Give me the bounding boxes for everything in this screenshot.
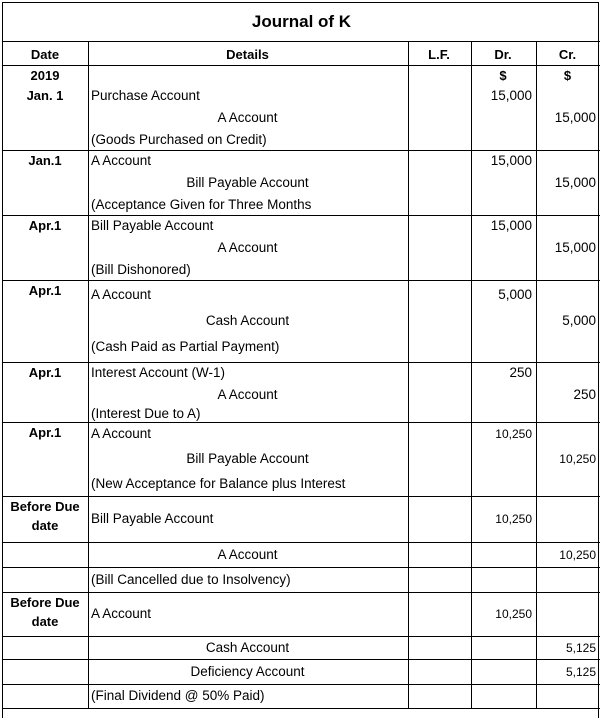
narration: (Interest Due to A) <box>91 405 201 421</box>
account-name: Deficiency Account <box>190 663 305 679</box>
account-name: A Account <box>217 240 278 255</box>
debit-amount: 10,250 <box>495 512 532 526</box>
entry-date-line1: Before Due <box>10 499 80 514</box>
account-name: A Account <box>217 110 278 125</box>
credit-amount: 5,125 <box>565 664 596 679</box>
account-name: Bill Payable Account <box>186 450 309 466</box>
debit-amount: 10,250 <box>495 607 532 621</box>
credit-amount: 15,000 <box>554 110 596 125</box>
credit-amount: 5,000 <box>562 313 596 328</box>
narration: (Goods Purchased on Credit) <box>91 131 267 147</box>
dr-currency: $ <box>499 68 507 83</box>
entry-date-line1: Before Due <box>10 595 80 610</box>
entry-date-line2: date <box>31 614 59 629</box>
entry-date: Jan.1 <box>28 153 62 168</box>
narration: (Cash Paid as Partial Payment) <box>91 339 280 354</box>
narration: (Acceptance Given for Three Months <box>91 196 312 212</box>
debit-amount: 5,000 <box>498 287 532 302</box>
journal-sheet <box>2 2 599 718</box>
account-name: A Account <box>91 606 152 621</box>
account-name: Bill Payable Account <box>91 218 214 233</box>
debit-amount: 15,000 <box>490 153 532 168</box>
row-divider <box>3 280 600 281</box>
page-title: Journal of K <box>251 12 352 31</box>
year-label: 2019 <box>30 68 60 83</box>
row-divider <box>3 636 600 637</box>
debit-amount: 10,250 <box>495 427 532 441</box>
row-divider <box>3 41 600 42</box>
entry-date: Apr.1 <box>28 425 62 440</box>
credit-amount: 10,250 <box>559 451 596 466</box>
account-name: A Account <box>217 546 278 562</box>
header-dr: Dr. <box>494 47 512 62</box>
column-divider <box>408 41 409 708</box>
row-divider <box>3 542 600 543</box>
row-divider <box>3 659 600 660</box>
entry-date: Apr.1 <box>28 365 62 380</box>
column-divider <box>88 41 89 708</box>
credit-amount: 5,125 <box>565 640 596 655</box>
row-divider <box>3 592 600 593</box>
entry-date: Apr.1 <box>28 218 62 233</box>
entry-date: Apr.1 <box>28 283 62 298</box>
account-name: Purchase Account <box>91 88 200 103</box>
account-name: Interest Account (W-1) <box>91 365 226 380</box>
credit-amount: 15,000 <box>554 175 596 190</box>
account-name: Cash Account <box>205 639 290 655</box>
account-name: Bill Payable Account <box>186 175 309 190</box>
row-divider <box>3 496 600 497</box>
debit-amount: 250 <box>509 365 532 380</box>
debit-amount: 15,000 <box>490 88 532 103</box>
debit-amount: 15,000 <box>490 218 532 233</box>
account-name: A Account <box>91 426 152 441</box>
narration: (Final Dividend @ 50% Paid) <box>91 688 265 703</box>
header-cr: Cr. <box>558 47 577 62</box>
header-lf: L.F. <box>428 47 450 62</box>
narration: (New Acceptance for Balance plus Interest <box>91 475 346 491</box>
account-name: A Account <box>91 287 152 302</box>
credit-amount: 250 <box>573 386 596 402</box>
narration: (Bill Cancelled due to Insolvency) <box>91 571 291 587</box>
row-divider <box>3 422 600 423</box>
row-divider <box>3 362 600 363</box>
account-name: A Account <box>91 153 152 168</box>
row-divider <box>3 567 600 568</box>
header-details: Details <box>226 47 269 62</box>
entry-date-line2: date <box>31 518 59 533</box>
credit-amount: 15,000 <box>554 240 596 255</box>
narration: (Bill Dishonored) <box>91 261 191 277</box>
account-name: Bill Payable Account <box>91 511 214 526</box>
account-name: Cash Account <box>205 313 290 328</box>
column-divider <box>471 41 472 708</box>
row-divider <box>3 708 600 709</box>
row-divider <box>3 684 600 685</box>
cr-currency: $ <box>563 68 572 83</box>
row-divider <box>3 150 600 151</box>
entry-date: Jan. 1 <box>26 88 64 103</box>
account-name: A Account <box>217 386 278 402</box>
column-divider <box>536 41 537 708</box>
row-divider <box>3 215 600 216</box>
header-date: Date <box>30 47 60 62</box>
credit-amount: 10,250 <box>559 547 596 562</box>
row-divider <box>3 65 600 66</box>
